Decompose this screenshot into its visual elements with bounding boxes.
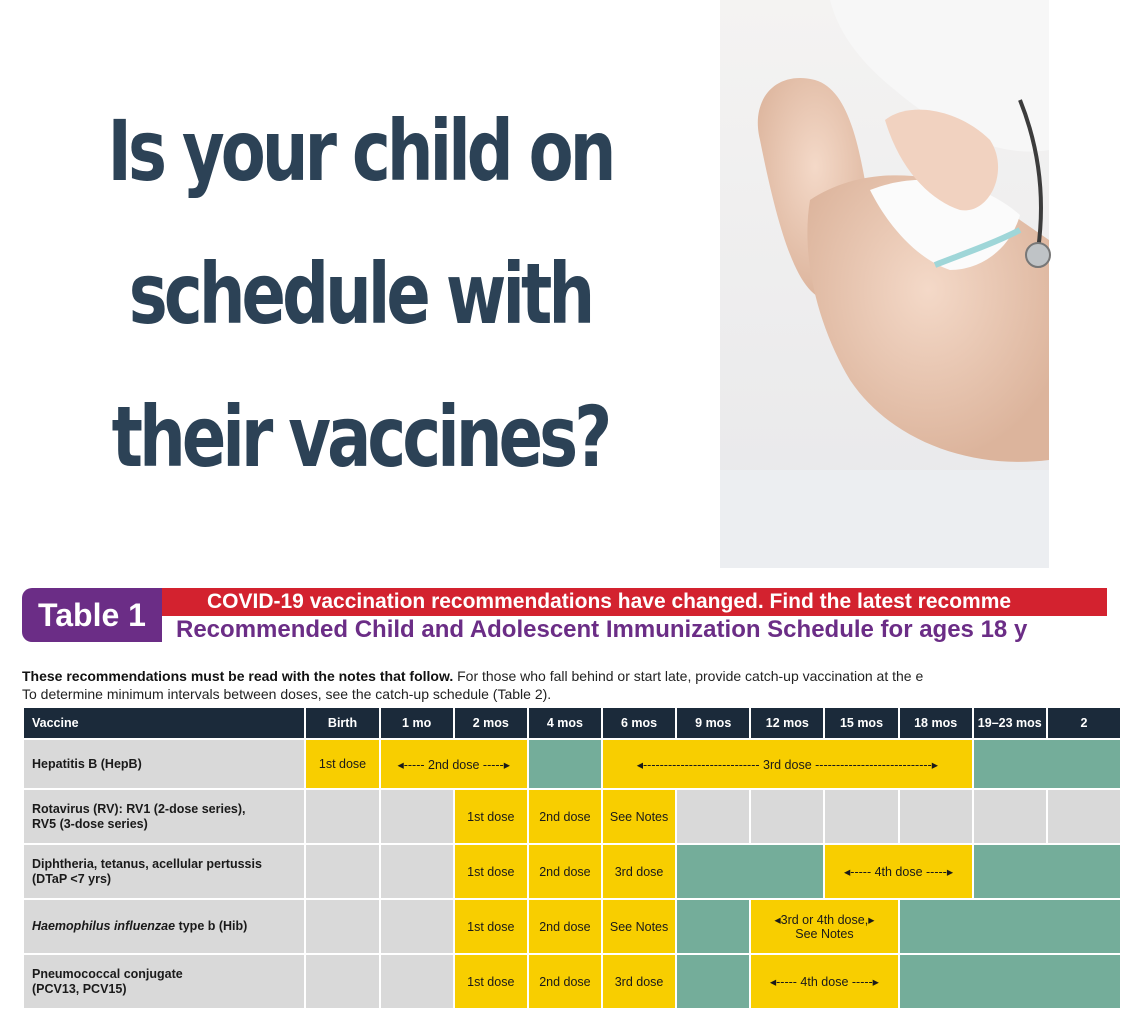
vaccine-name-line: (DTaP <7 yrs) — [32, 871, 112, 886]
vaccine-name-line: RV5 (3-dose series) — [32, 816, 148, 831]
header-1mo: 1 mo — [381, 708, 453, 738]
dose-cell: 3rd dose — [603, 845, 675, 898]
dose-cell: 1st dose — [455, 845, 527, 898]
table-row — [24, 740, 1120, 788]
dose-cell: 2nd dose — [529, 900, 601, 953]
vaccine-name-line: (PCV13, PCV15) — [32, 981, 127, 996]
vaccine-name-line: Rotavirus (RV): RV1 (2-dose series), — [32, 801, 246, 816]
schedule-note-bold: These recommendations must be read with the notes that follow. — [22, 668, 454, 684]
headline-line-1: Is your child on — [107, 102, 613, 200]
vaccine-name-italic: Haemophilus influenzae — [32, 919, 176, 933]
empty-cell — [306, 790, 378, 843]
dose-cell: See Notes — [603, 790, 675, 843]
vaccine-name — [24, 845, 304, 898]
dose-cell: 1st dose — [455, 790, 527, 843]
table-row — [24, 845, 1120, 898]
dose-span-label: ◂3rd or 4th dose,▸ — [774, 912, 875, 927]
schedule-title: Recommended Child and Adolescent Immunization Schedule for ages 18 y — [176, 616, 1028, 643]
empty-cell — [974, 790, 1046, 843]
range-cell — [900, 955, 1120, 1008]
header-15mos: 15 mos — [825, 708, 897, 738]
empty-cell — [751, 790, 823, 843]
vaccine-name — [24, 790, 304, 843]
dose-cell: 1st dose — [455, 955, 527, 1008]
covid-alert-banner: COVID-19 vaccination recommendations have changed. Find the latest recomme — [162, 588, 1107, 616]
header-9mos: 9 mos — [677, 708, 749, 738]
dose-span — [751, 955, 897, 1008]
baby-checkup-illustration — [720, 0, 1049, 568]
empty-cell — [1048, 790, 1120, 843]
vaccine-name — [24, 900, 304, 953]
empty-cell — [306, 900, 378, 953]
empty-cell — [381, 790, 453, 843]
range-cell — [974, 845, 1120, 898]
header-2mos: 2 mos — [455, 708, 527, 738]
header-vaccine: Vaccine — [24, 708, 304, 738]
vaccine-name-line: Pneumococcal conjugate — [32, 966, 183, 981]
schedule-table — [22, 706, 1122, 1010]
dose-span-label-2: See Notes — [795, 926, 854, 941]
range-cell — [900, 900, 1120, 953]
dose-span-label: ◂----- 4th dose -----▸ — [769, 975, 879, 989]
table-row — [24, 955, 1120, 1008]
table-header-row — [24, 708, 1120, 738]
dose-span — [825, 845, 971, 898]
header-cut: 2 — [1048, 708, 1120, 738]
header-18mos: 18 mos — [900, 708, 972, 738]
dose-span — [603, 740, 972, 788]
dose-cell: 3rd dose — [603, 955, 675, 1008]
dose-cell: 1st dose — [306, 740, 378, 788]
dose-cell: 1st dose — [455, 900, 527, 953]
schedule-note-2: To determine minimum intervals between doses, see the catch-up schedule (Table 2). — [22, 686, 552, 702]
header-19-23mos: 19–23 mos — [974, 708, 1046, 738]
dose-span-label: ◂----- 2nd dose -----▸ — [397, 757, 510, 772]
empty-cell — [677, 790, 749, 843]
schedule-note-rest: For those who fall behind or start late, provide catch-up vaccination at the e — [453, 668, 924, 684]
empty-cell — [306, 955, 378, 1008]
table-badge: Table 1 — [22, 588, 162, 642]
header-6mos: 6 mos — [603, 708, 675, 738]
table-row — [24, 790, 1120, 843]
range-cell — [677, 845, 823, 898]
empty-cell — [825, 790, 897, 843]
dose-span-label: ◂----- 4th dose -----▸ — [844, 865, 954, 879]
empty-cell — [381, 845, 453, 898]
dose-cell: 2nd dose — [529, 955, 601, 1008]
dose-span — [751, 900, 897, 953]
empty-cell — [900, 790, 972, 843]
header-12mos: 12 mos — [751, 708, 823, 738]
dose-span-label: ◂---------------------------- 3rd dose ----------------------------▸ — [636, 757, 938, 772]
dose-cell: See Notes — [603, 900, 675, 953]
header-4mos: 4 mos — [529, 708, 601, 738]
dose-span — [381, 740, 527, 788]
baby-checkup-photo — [720, 0, 1049, 568]
header-birth: Birth — [306, 708, 378, 738]
vaccine-name-rest: type b (Hib) — [175, 919, 248, 933]
dose-cell: 2nd dose — [529, 845, 601, 898]
headline-line-2: schedule with — [128, 245, 592, 343]
range-cell — [677, 900, 749, 953]
table-row — [24, 900, 1120, 953]
headline-line-3: their vaccines? — [111, 388, 609, 486]
schedule-note — [22, 668, 923, 684]
empty-cell — [306, 845, 378, 898]
immunization-schedule — [0, 568, 1088, 1003]
range-cell — [529, 740, 601, 788]
vaccine-name-line: Diphtheria, tetanus, acellular pertussis — [32, 856, 262, 871]
empty-cell — [381, 955, 453, 1008]
vaccine-name — [24, 955, 304, 1008]
range-cell — [974, 740, 1120, 788]
headline — [103, 80, 618, 509]
dose-cell: 2nd dose — [529, 790, 601, 843]
empty-cell — [381, 900, 453, 953]
range-cell — [677, 955, 749, 1008]
vaccine-name: Hepatitis B (HepB) — [24, 740, 304, 788]
